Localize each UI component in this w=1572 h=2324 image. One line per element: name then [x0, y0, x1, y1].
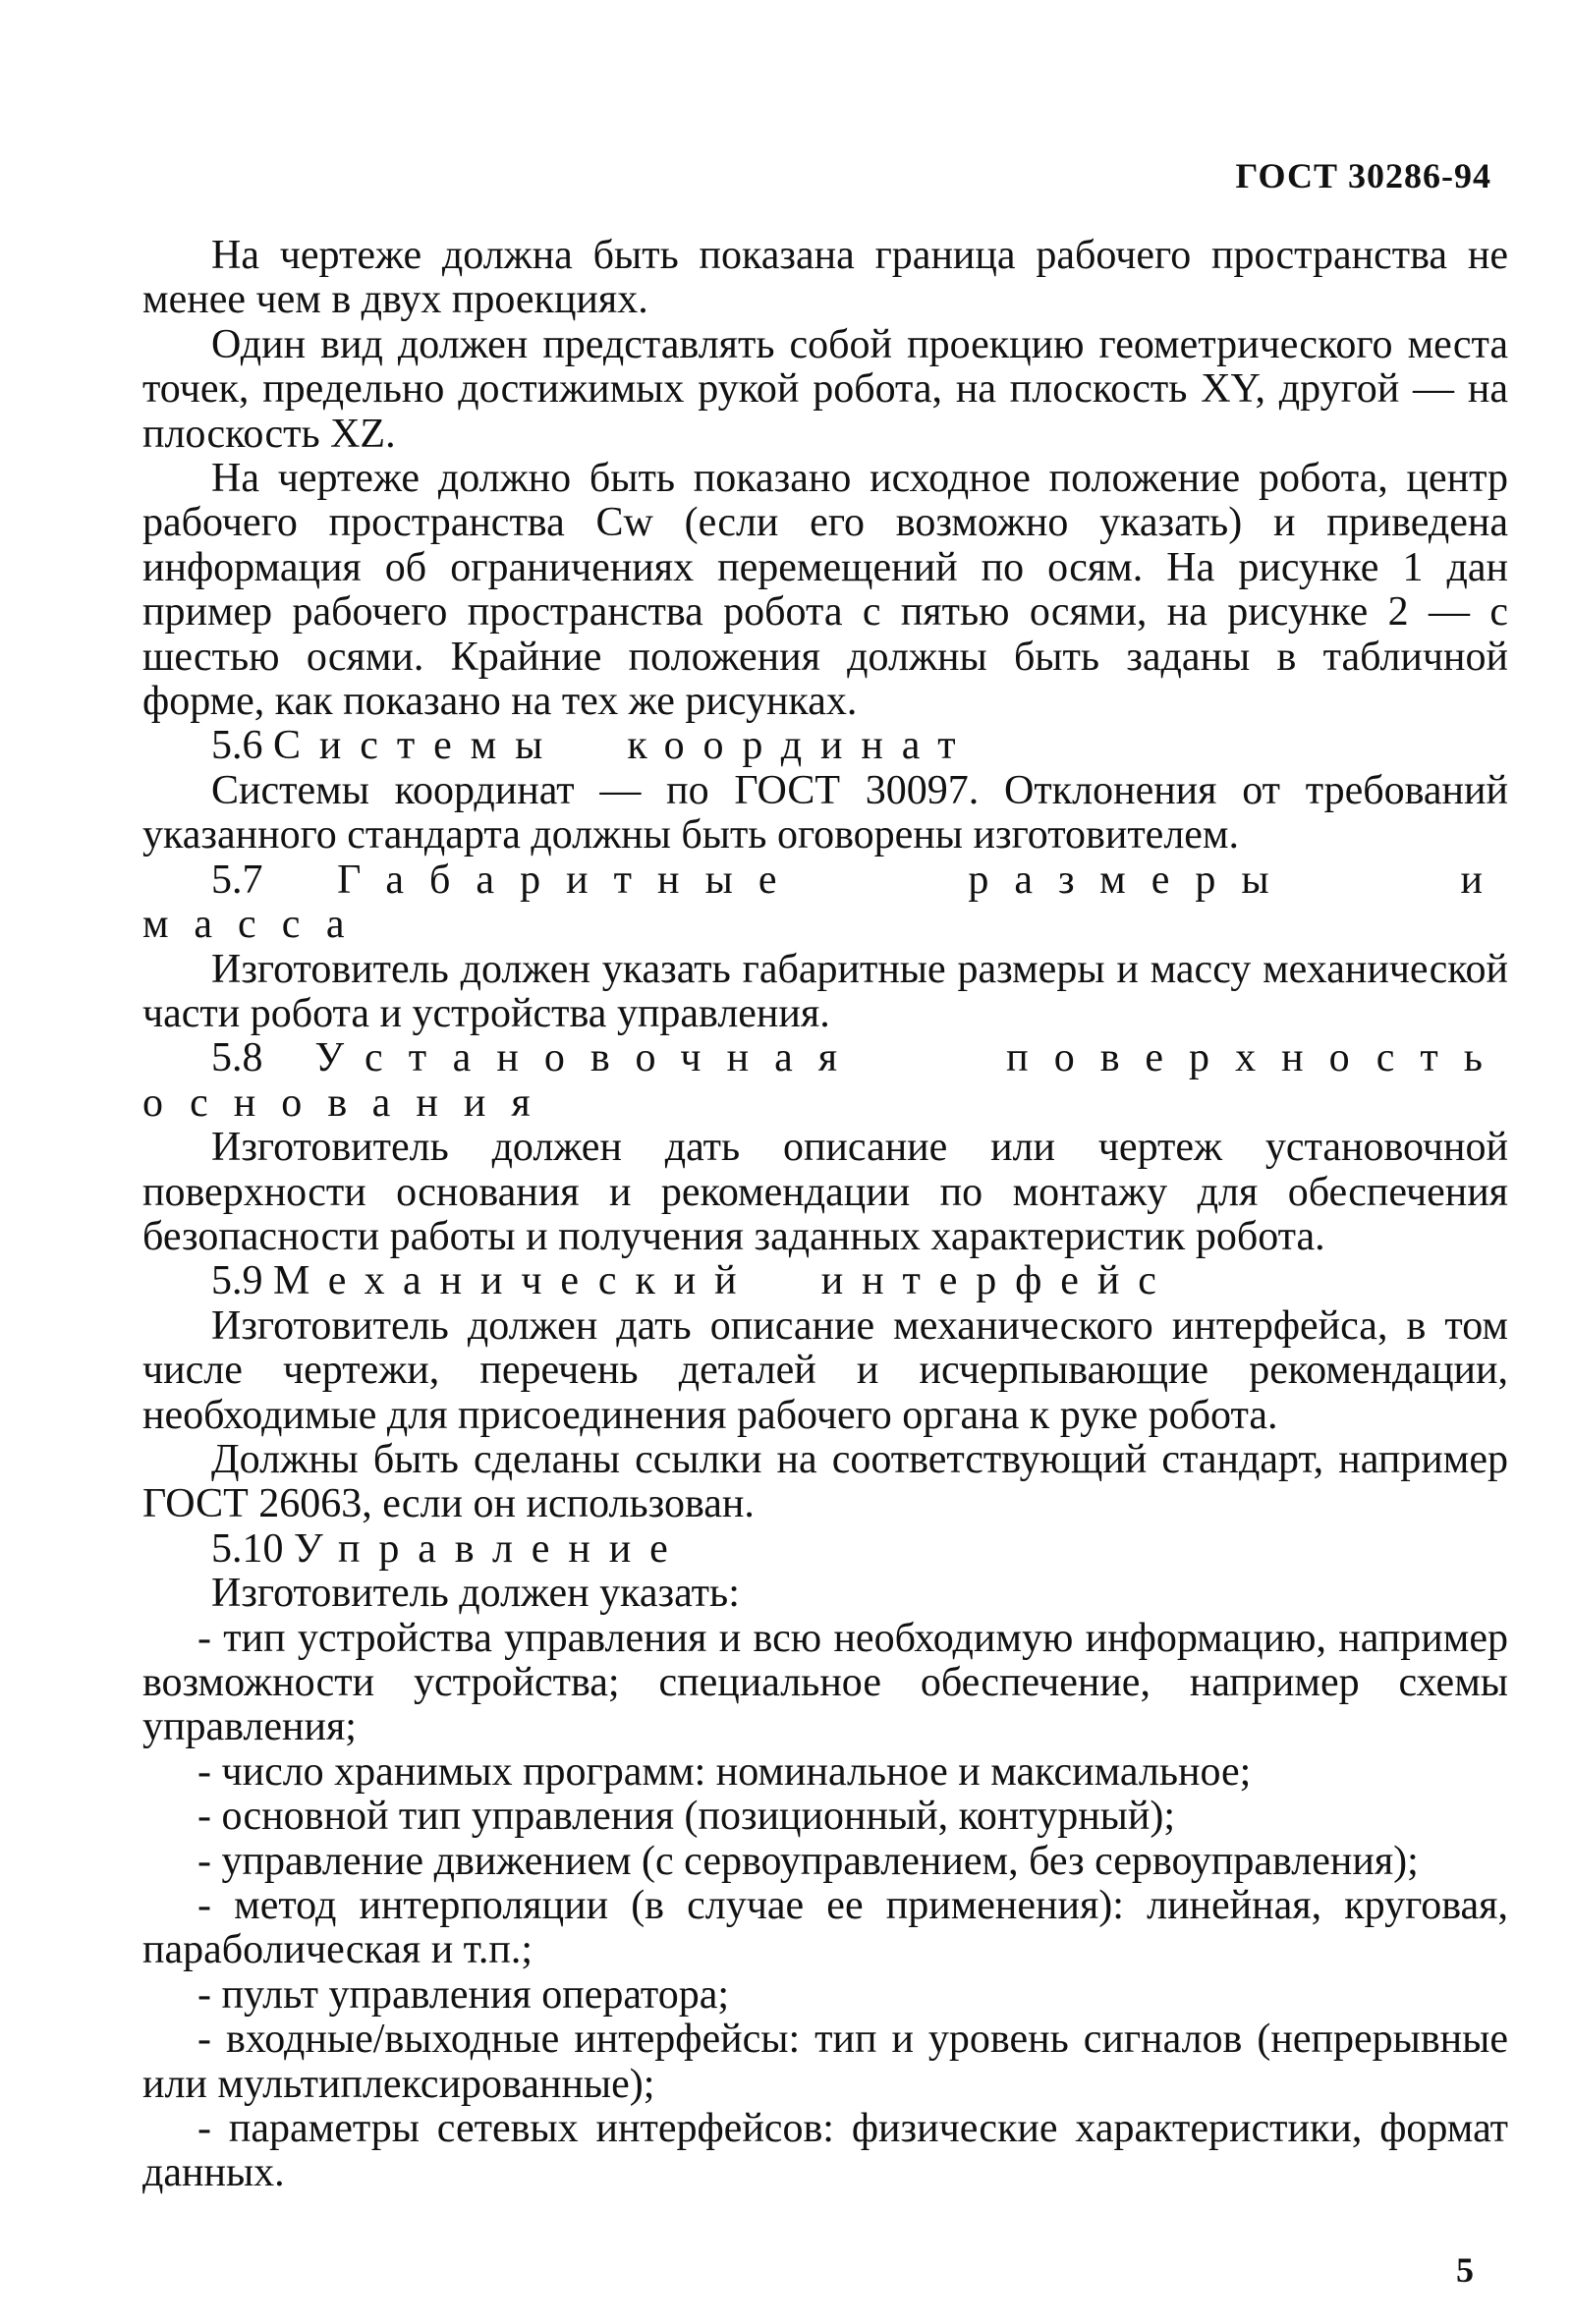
paragraph: Один вид должен представлять собой проекцию геометрического места точек, предельно достижимых рукой робота, на плоскость XY, другой — на плоскость XZ. [142, 321, 1508, 457]
list-item: - метод интерполяции (в случае ее применения): линейная, круговая, параболическая и т.п.; [142, 1883, 1508, 1973]
paragraph: Должны быть сделаны ссылки на соответствующий стандарт, например ГОСТ 26063, если он использован. [142, 1436, 1508, 1527]
page-number: 5 [1456, 2250, 1474, 2290]
section-heading-5-8 [142, 1036, 1508, 1126]
section-number: 5.9 [211, 1258, 263, 1304]
list-item: - входные/выходные интерфейсы: тип и уровень сигналов (непрерывные или мультиплексированные); [142, 2017, 1508, 2107]
section-number: 5.7 [211, 857, 263, 903]
paragraph: Системы координат — по ГОСТ 30097. Отклонения от требований указанного стандарта должны быть оговорены изготовителем. [142, 767, 1508, 858]
section-title: Механический интерфейс [273, 1258, 1175, 1304]
document-header: ГОСТ 30286-94 [1235, 156, 1491, 195]
section-heading-5-6 [142, 724, 1508, 768]
section-title: Системы координат [273, 723, 975, 769]
list-item: - число хранимых программ: номинальное и максимальное; [197, 1748, 1252, 1795]
paragraph: Изготовитель должен указать: [211, 1571, 740, 1617]
list-item: - пульт управления оператора; [197, 1971, 730, 2018]
section-title: Управление [294, 1525, 687, 1572]
section-number: 5.6 [211, 723, 263, 769]
document-body [142, 234, 1508, 2196]
list-item: - тип устройства управления и всю необходимую информацию, например возможности устройства; специальное обеспечение, например схемы управления; [142, 1615, 1508, 1750]
list-item: - управление движением (с сервоуправлением, без сервоуправления); [197, 1838, 1419, 1884]
paragraph: Изготовитель должен дать описание или чертеж установочной поверхности основания и рекомендации по монтажу для обеспечения безопасности работы и получения заданных характеристик робота. [142, 1125, 1508, 1259]
paragraph: Изготовитель должен дать описание механического интерфейса, в том числе чертежи, перечень деталей и исчерпывающие рекомендации, необходимые для присоединения рабочего органа к руке робота. [142, 1302, 1508, 1438]
paragraph: Изготовитель должен указать габаритные размеры и массу механической части робота и устройства управления. [142, 946, 1508, 1036]
list-item: - основной тип управления (позиционный, контурный); [197, 1794, 1176, 1840]
section-heading-5-7 [142, 858, 1508, 948]
section-heading-5-9 [142, 1259, 1508, 1303]
section-number: 5.8 [211, 1035, 263, 1081]
section-title: Установочная поверхность основания [142, 1035, 1508, 1126]
paragraph: На чертеже должна быть показана граница рабочего пространства не менее чем в двух проекциях. [142, 233, 1508, 323]
paragraph: На чертеже должно быть показано исходное положение робота, центр рабочего пространства Cw (если его возможно указать) и приведена информация об ограничениях перемещений по осям. На рисунке 1 дан пример рабочего пространства робота с пятью осями, на рисунке 2 — с шестью осями. Крайние положения должны быть заданы в табличной форме, как показано на тех же рисунках. [142, 456, 1508, 725]
section-title: Габаритные размеры и масса [142, 857, 1508, 948]
list-item: - параметры сетевых интерфейсов: физические характеристики, формат данных. [142, 2106, 1508, 2196]
section-heading-5-10 [142, 1527, 1508, 1572]
section-number: 5.10 [211, 1525, 284, 1572]
